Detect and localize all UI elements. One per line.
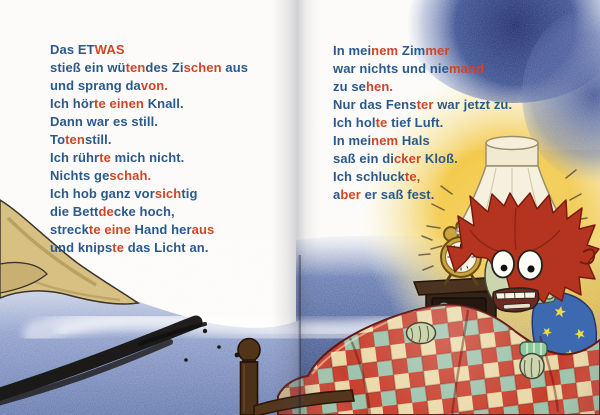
- syllable-segment: Ich rühr: [50, 150, 100, 165]
- boy-eye-right: [518, 251, 542, 280]
- text-line: [333, 60, 512, 78]
- syllable-segment: Hand her: [130, 222, 192, 237]
- boy-eye-left: [492, 251, 514, 278]
- syllable-segment: te: [112, 240, 125, 255]
- text-line: [333, 78, 512, 96]
- text-line: [333, 186, 512, 204]
- syllable-segment: te,: [404, 169, 421, 184]
- boy-hand-left: [407, 323, 436, 344]
- gutter-shadow: [272, 0, 318, 415]
- syllable-segment: Hals: [398, 133, 430, 148]
- text-line: [50, 95, 248, 113]
- syllable-segment: Das ET: [50, 42, 95, 57]
- syllable-segment: Ich hör: [50, 96, 95, 111]
- text-line: [333, 96, 512, 114]
- syllable-segment: te: [375, 115, 388, 130]
- syllable-segment: hen.: [366, 79, 394, 94]
- syllable-segment: Nur das Fens: [333, 97, 417, 112]
- bed-post: [238, 339, 260, 415]
- syllable-segment: Knall.: [143, 96, 184, 111]
- text-line: [50, 77, 248, 95]
- text-line: [50, 239, 248, 257]
- text-line: [50, 221, 248, 239]
- syllable-segment: von.: [140, 78, 168, 93]
- syllable-segment: ten: [65, 132, 85, 147]
- syllable-segment: das Licht an.: [124, 240, 209, 255]
- text-line: [333, 114, 512, 132]
- syllable-segment: te eine: [88, 222, 131, 237]
- text-line: [50, 59, 248, 77]
- syllable-segment: er saß fest.: [360, 187, 435, 202]
- text-line: [50, 41, 248, 59]
- syllable-segment: schen: [183, 60, 222, 75]
- syllable-segment: cker: [393, 151, 422, 166]
- syllable-segment: a: [333, 187, 341, 202]
- syllable-segment: cke hoch,: [113, 204, 175, 219]
- syllable-segment: tig: [181, 186, 198, 201]
- syllable-segment: Kloß.: [421, 151, 458, 166]
- text-line: [50, 131, 248, 149]
- syllable-segment: Ich schluck: [333, 169, 405, 184]
- text-line: [50, 167, 248, 185]
- left-page-text: [50, 41, 248, 257]
- syllable-segment: schah.: [109, 168, 152, 183]
- syllable-segment: war nichts und nie: [333, 61, 449, 76]
- syllable-segment: WAS: [94, 42, 125, 57]
- syllable-segment: mich nicht.: [110, 150, 185, 165]
- text-line: [50, 149, 248, 167]
- syllable-segment: ber: [340, 187, 361, 202]
- syllable-segment: te einen: [94, 96, 144, 111]
- gutter-crease: [299, 255, 301, 415]
- syllable-segment: streck: [50, 222, 89, 237]
- text-line: [50, 113, 248, 131]
- syllable-segment: des Zi: [145, 60, 184, 75]
- syllable-segment: nem: [371, 133, 399, 148]
- text-line: [333, 150, 512, 168]
- syllable-segment: Dann war es still.: [50, 114, 159, 129]
- boy-pupil-right: [527, 265, 534, 272]
- syllable-segment: aus: [221, 60, 249, 75]
- text-line: [50, 185, 248, 203]
- syllable-segment: zu se: [333, 79, 367, 94]
- syllable-segment: Zim: [398, 43, 426, 58]
- syllable-segment: te: [99, 150, 111, 165]
- syllable-segment: aus: [191, 222, 215, 237]
- syllable-segment: und sprang da: [50, 78, 141, 93]
- syllable-segment: sich: [154, 186, 182, 201]
- syllable-segment: stieß ein wü: [50, 60, 126, 75]
- syllable-segment: Nichts ge: [50, 168, 110, 183]
- text-line: [333, 42, 512, 60]
- syllable-segment: nem: [371, 43, 399, 58]
- syllable-segment: mand: [448, 61, 485, 76]
- text-line: [50, 203, 248, 221]
- syllable-segment: die Bett: [50, 204, 99, 219]
- boy-mouth: [492, 287, 539, 313]
- syllable-segment: de: [98, 204, 114, 219]
- text-line: [333, 132, 512, 150]
- syllable-segment: mer: [425, 43, 450, 58]
- text-line: [333, 168, 512, 186]
- syllable-segment: To: [50, 132, 66, 147]
- syllable-segment: saß ein di: [333, 151, 394, 166]
- syllable-segment: In mei: [333, 133, 372, 148]
- syllable-segment: tief Luft.: [387, 115, 444, 130]
- right-page-text: [333, 42, 512, 204]
- syllable-segment: Ich hob ganz vor: [50, 186, 155, 201]
- boy-pupil-left: [501, 265, 508, 272]
- syllable-segment: ter: [416, 97, 434, 112]
- syllable-segment: In mei: [333, 43, 372, 58]
- syllable-segment: und knips: [50, 240, 113, 255]
- syllable-segment: Ich hol: [333, 115, 376, 130]
- syllable-segment: ten: [125, 60, 146, 75]
- syllable-segment: still.: [84, 132, 112, 147]
- syllable-segment: war jetzt zu.: [433, 97, 513, 112]
